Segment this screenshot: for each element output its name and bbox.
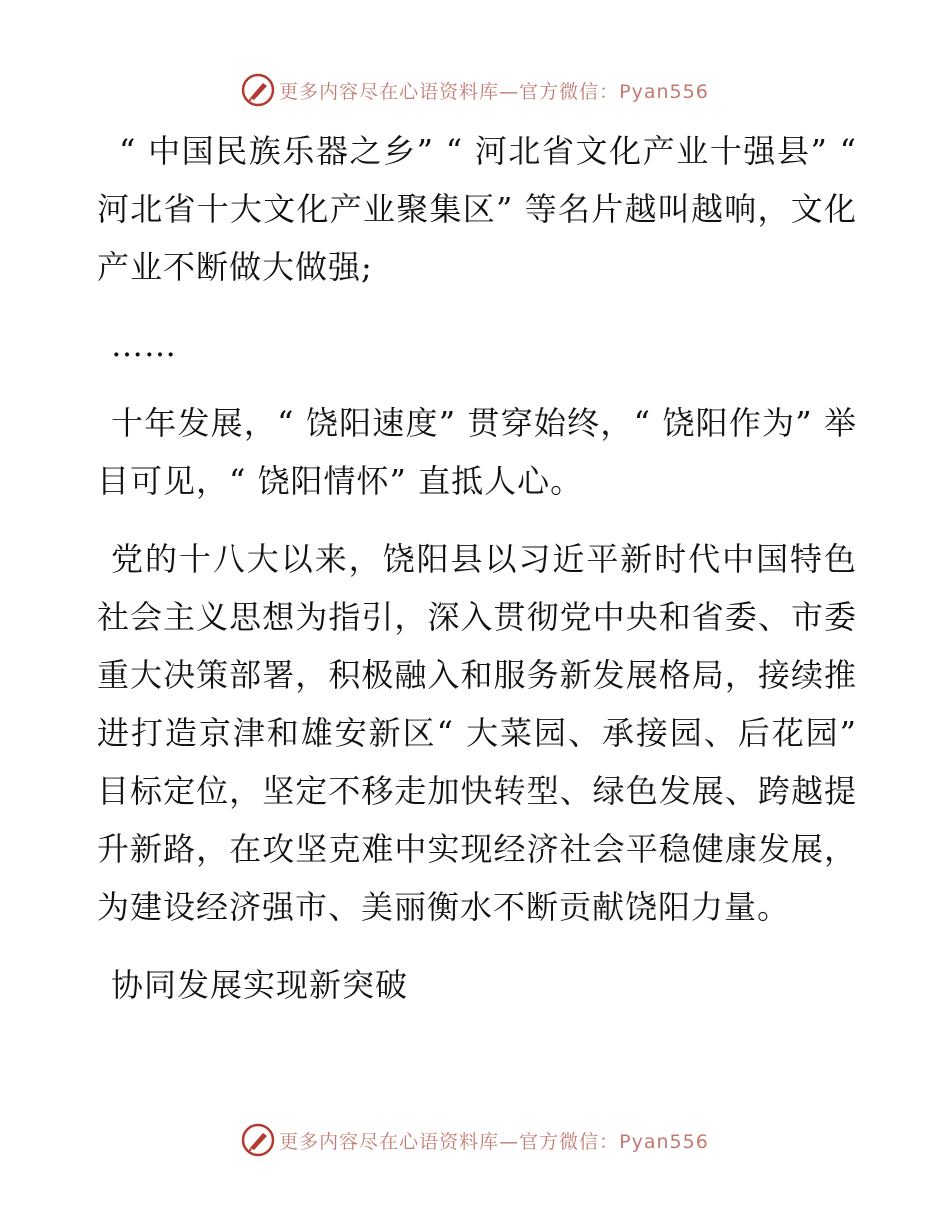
document-body [97,122,857,1014]
watermark-footer [0,1120,950,1160]
paragraph-cultural-industry: “ 中国民族乐器之乡” “ 河北省文化产业十强县” “ 河北省十大文化产业聚集区” 等名片越叫越响，文化产业不断做大做强; [97,132,857,286]
section-heading: 协同发展实现新突破 [111,966,409,1004]
watermark-text: 更多内容尽在心语资料库—官方微信：Pyan556 [279,1130,709,1153]
watermark-text: 更多内容尽在心语资料库—官方微信：Pyan556 [279,80,709,103]
paragraph-ten-years: 十年发展，“ 饶阳速度” 贯穿始终，“ 饶阳作为” 举目可见，“ 饶阳情怀” 直抵人心。 [97,404,857,500]
paragraph-ellipsis: …… [111,326,177,364]
paragraph-since-18th-congress: 党的十八大以来，饶阳县以习近平新时代中国特色社会主义思想为指引，深入贯彻党中央和省委、市委重大决策部署，积极融入和服务新发展格局，接续推进打造京津和雄安新区“ 大菜园、承接园、后花园” 目标定位，坚定不移走加快转型、绿色发展、跨越提升新路，在攻坚克难中实现经济社会平稳健康发展，为建设经济强市、美丽衡水不断贡献饶阳力量。 [97,540,857,926]
pen-logo-icon [241,73,275,107]
watermark-header [0,70,950,110]
pen-logo-icon [241,1123,275,1157]
